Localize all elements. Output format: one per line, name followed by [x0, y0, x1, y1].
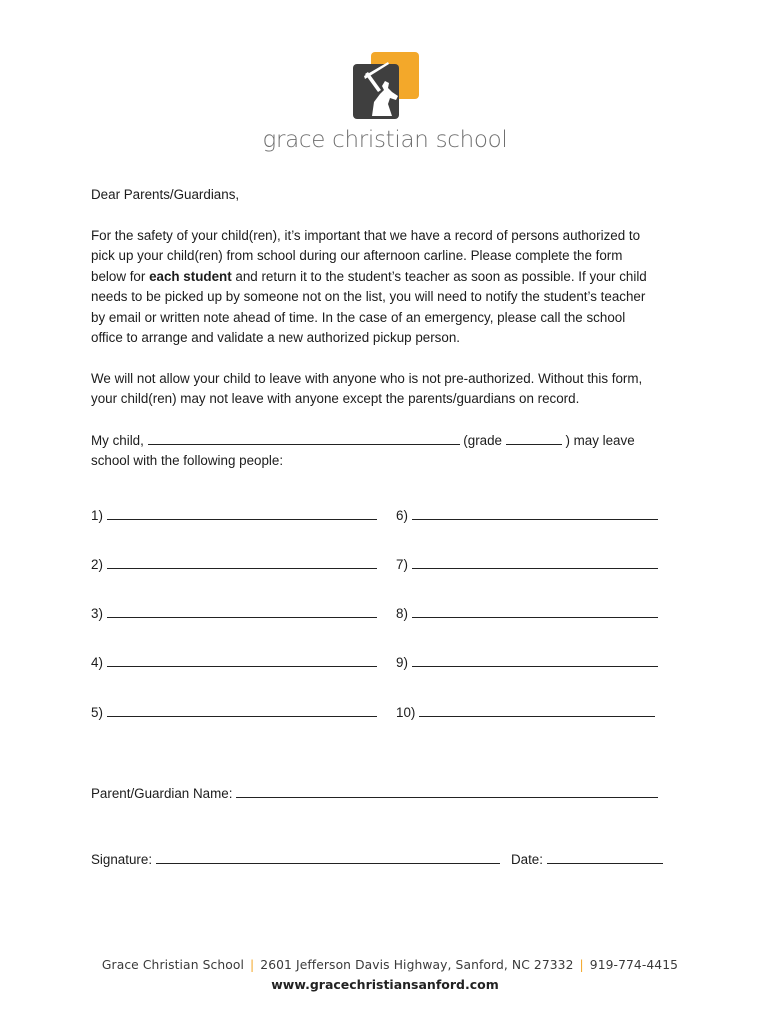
- pickup-person-field[interactable]: [107, 703, 377, 717]
- pickup-person-9: [396, 653, 658, 671]
- item-number: 3): [91, 606, 103, 621]
- guardian-name-label: Parent/Guardian Name:: [91, 786, 233, 801]
- pickup-person-2: [91, 555, 377, 573]
- pickup-person-3: [91, 604, 377, 622]
- pickup-person-field[interactable]: [412, 555, 658, 569]
- item-number: 5): [91, 705, 103, 720]
- footer-website-link[interactable]: www.gracechristiansanford.com: [271, 977, 499, 992]
- paragraph-line: [91, 267, 681, 287]
- emphasis-text: each student: [149, 268, 232, 284]
- item-number: 4): [91, 655, 103, 670]
- school-name-logotype: grace christian school: [262, 127, 508, 153]
- pickup-person-field[interactable]: [107, 604, 377, 618]
- signature-field[interactable]: [156, 850, 500, 864]
- paragraph-line: by email or written note ahead of time. In the case of an emergency, please call the school: [91, 309, 626, 325]
- item-number: 6): [396, 508, 408, 523]
- pickup-person-field[interactable]: [107, 555, 377, 569]
- footer-phone: 919-774-4415: [589, 958, 679, 972]
- school-logo-icon: [352, 52, 420, 120]
- footer-contact: [0, 958, 770, 972]
- guardian-name-field[interactable]: [236, 784, 658, 798]
- child-label: My child,: [91, 433, 148, 448]
- footer-separator: |: [250, 958, 255, 972]
- pickup-person-8: [396, 604, 658, 622]
- paragraph-text: and return it to the student’s teacher as soon as possible. If your child: [231, 268, 647, 284]
- child-name-line: [91, 431, 681, 451]
- pickup-person-field[interactable]: [412, 653, 658, 667]
- footer-school-name: Grace Christian School: [101, 958, 245, 972]
- paragraph-line: needs to be picked up by someone not on the list, you will need to notify the student’s teacher: [91, 289, 646, 305]
- item-number: 1): [91, 508, 103, 523]
- item-number: 9): [396, 655, 408, 670]
- paragraph-text: below for: [91, 268, 150, 284]
- pickup-person-7: [396, 555, 658, 573]
- grade-label: (grade: [459, 433, 506, 448]
- pickup-person-6: [396, 506, 658, 524]
- item-number: 2): [91, 557, 103, 572]
- guardian-name-row: [91, 784, 658, 802]
- pickup-person-4: [91, 653, 377, 671]
- may-leave-text: ) may leave: [561, 433, 635, 448]
- paragraph-line: pick up your child(ren) from school during our afternoon carline. Please complete the form: [91, 248, 623, 264]
- item-number: 8): [396, 606, 408, 621]
- paragraph-line: office to arrange and validate a new authorized pickup person.: [91, 330, 460, 346]
- intro-paragraph: [91, 226, 681, 348]
- paragraph-line: your child(ren) may not leave with anyone except the parents/guardians on record.: [91, 391, 580, 407]
- policy-paragraph: [91, 369, 681, 410]
- child-info-paragraph: [91, 431, 681, 472]
- signature-label: Signature:: [91, 852, 153, 867]
- item-number: 7): [396, 557, 408, 572]
- pickup-person-5: [91, 703, 377, 721]
- pickup-person-10: [396, 703, 655, 721]
- pickup-person-field[interactable]: [412, 604, 658, 618]
- footer-separator: |: [579, 958, 584, 972]
- paragraph-line: We will not allow your child to leave with anyone who is not pre-authorized. Without this form,: [91, 371, 643, 386]
- pickup-person-field[interactable]: [419, 703, 655, 717]
- paragraph-line: For the safety of your child(ren), it’s important that we have a record of persons authorized to: [91, 228, 641, 243]
- signature-row: [91, 850, 663, 868]
- grade-field[interactable]: [506, 431, 562, 445]
- salutation: Dear Parents/Guardians,: [91, 187, 240, 202]
- item-number: 10): [396, 705, 416, 720]
- pickup-person-field[interactable]: [412, 506, 658, 520]
- child-name-field[interactable]: [148, 431, 460, 445]
- date-label: Date:: [510, 852, 543, 867]
- pickup-person-field[interactable]: [107, 653, 377, 667]
- paragraph-line: school with the following people:: [91, 453, 284, 469]
- date-field[interactable]: [547, 850, 663, 864]
- footer-address: 2601 Jefferson Davis Highway, Sanford, NC 27332: [260, 958, 574, 972]
- pickup-person-1: [91, 506, 377, 524]
- pickup-person-field[interactable]: [107, 506, 377, 520]
